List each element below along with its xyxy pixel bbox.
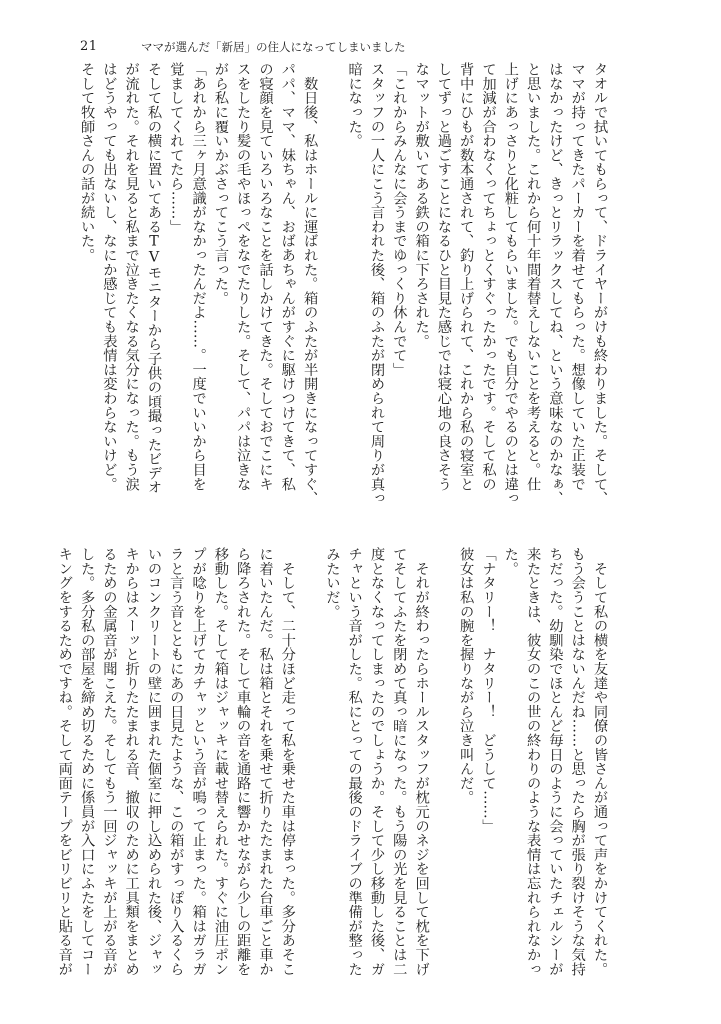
dialogue-line: 「これからみんなに会うまでゆっくり休んでて」 <box>391 62 408 377</box>
text-line: はどうやっても出ないし、なにか感じても表情は変わらないけど。 <box>101 62 118 491</box>
text-line: ラと言う音とともにあの日見たような、この箱がすっぽり入るくら <box>168 547 185 976</box>
upper-text-block <box>0 62 721 512</box>
text-line: キからはスーッと折りたたまれる音、撤収のために工具類をまとめ <box>123 547 140 976</box>
text-line: みたいだ。 <box>324 547 341 619</box>
text-line: た。 <box>502 547 519 576</box>
text-line: スをしたり髪の毛やほっぺをなでたりした。そして、パパは泣きな <box>235 62 252 491</box>
paragraph-start-line: それが終わったらホールスタッフが枕元のネジを回して枕を下げ <box>413 547 430 976</box>
text-line: と思いました。これから何十年間着替えしないことを考えると。仕 <box>525 62 542 491</box>
text-line: はなかったけど、きっとリラックスしてね、という意味なのかなぁ、 <box>547 62 564 506</box>
text-line: した。多分私の部屋を締め切るために係員が入口にふたをしてコー <box>79 547 96 976</box>
text-line: に着いたんだ。私は箱とそれを乗せて折りたたまれた台車ごと車か <box>257 547 274 976</box>
text-line: なマットが敷いてある鉄の箱に下ろされた。 <box>413 62 430 348</box>
text-line: 度となくなってしまったのでしょうか。そして少し移動した後、ガ <box>369 547 385 976</box>
text-line: が流れた。それを見ると私まで泣きたくなる気分になった。もう涙 <box>123 62 140 491</box>
text-line: タオルで拭いてもらって、ドライヤーがけも終わりました。そして、 <box>592 62 608 506</box>
text-line: もう会うことはないんだね……と思ったら胸が張り裂けそうな気持 <box>569 547 586 976</box>
page-number: 21 <box>80 39 98 54</box>
text-line: パパ、ママ、妹ちゃん、おばあちゃんがすぐに駆けつけてきて、私 <box>279 62 296 491</box>
text-line: プが唸りを上げてカチャッという音が鳴って止まった。箱はガラガ <box>190 547 207 976</box>
text-line: いのコンクリートの壁に囲まれた個室に押し込められた後、ジャッ <box>146 547 162 976</box>
text-line: 彼女は私の腕を握りながら泣き叫んだ。 <box>458 547 475 805</box>
text-line: の寝顔を見ていろいろなことを話しかけてきた。そしておでこにキ <box>257 62 274 491</box>
text-line: キングをするためですね。そして両面テープをビリビリと貼る音が <box>56 547 73 976</box>
text-line: 上げにあっさりと化粧してもらいました。でも自分でやるのとは違っ <box>502 62 519 506</box>
text-line: ら降ろされた。そして車輪の音を通路に響かせながら少しの距離を <box>235 547 252 976</box>
text-line: スタッフの一人にこう言われた後、箱のふたが閉められて周りが真っ <box>369 62 385 506</box>
running-header <box>0 38 721 58</box>
text-line: してずっと過ごすことになるひと目見た感じでは寝心地の良さそう <box>435 62 452 491</box>
text-line: 来たときは、彼女のこの世の終わりのような表情は忘れられなかっ <box>525 547 542 976</box>
text-line: そして牧師さんの話が続いた。 <box>79 62 96 263</box>
text-line: そして私の横に置いてあるTVモニターから子供の頃撮ったビデオ <box>146 62 162 495</box>
text-line: ちだった。幼馴染でほとんど毎日のように会っていたチェルシーが <box>547 547 564 976</box>
paragraph-start-line: そして私の横を友達や同僚の皆さんが通って声をかけてくれた。 <box>592 547 608 976</box>
dialogue-line: 「ナタリー！ ナタリー！ どうして……」 <box>480 547 497 833</box>
text-line: 移動した。そして箱はジャッキに載せ替えられた。すぐに油圧ポン <box>212 547 229 976</box>
paragraph-start-line: そして、二十分ほど走って私を乗せた車は停まった。多分あそこ <box>279 547 296 976</box>
text-line: チャという音がした。私にとっての最後のドライブの準備が整った <box>346 547 363 976</box>
lower-text-block <box>0 547 721 997</box>
dialogue-line: 覚ましてくれてたら……」 <box>168 62 185 234</box>
text-line: てそしてふたを閉めて真っ暗になった。もう陽の光を見ることは二 <box>391 547 408 976</box>
text-line: て加減が合わなくってちょっとくすぐったかったです。そして私の <box>480 62 497 491</box>
dialogue-line: 「あれから三ヶ月意識がなかったんだよ……。一度でいいから目を <box>190 62 207 491</box>
text-line: ママが持ってきたパーカーを着せてもらった。想像していた正装で <box>569 62 586 491</box>
running-title: ママが選んだ「新居」の住人になってしまいました <box>141 40 406 54</box>
text-line: がら私に覆いかぶさってこう言った。 <box>212 62 229 306</box>
paragraph-start-line: 数日後、私はホールに運ばれた。箱のふたが半開きになってすぐ、 <box>302 62 319 506</box>
text-line: 暗になった。 <box>346 62 363 148</box>
text-line: 背中にひもが数本通されて、釣り上げられて、これから私の寝室と <box>458 62 475 491</box>
text-line: るための金属音が聞こえた。そしてもう一回ジャッキが上がる音が <box>101 547 118 976</box>
